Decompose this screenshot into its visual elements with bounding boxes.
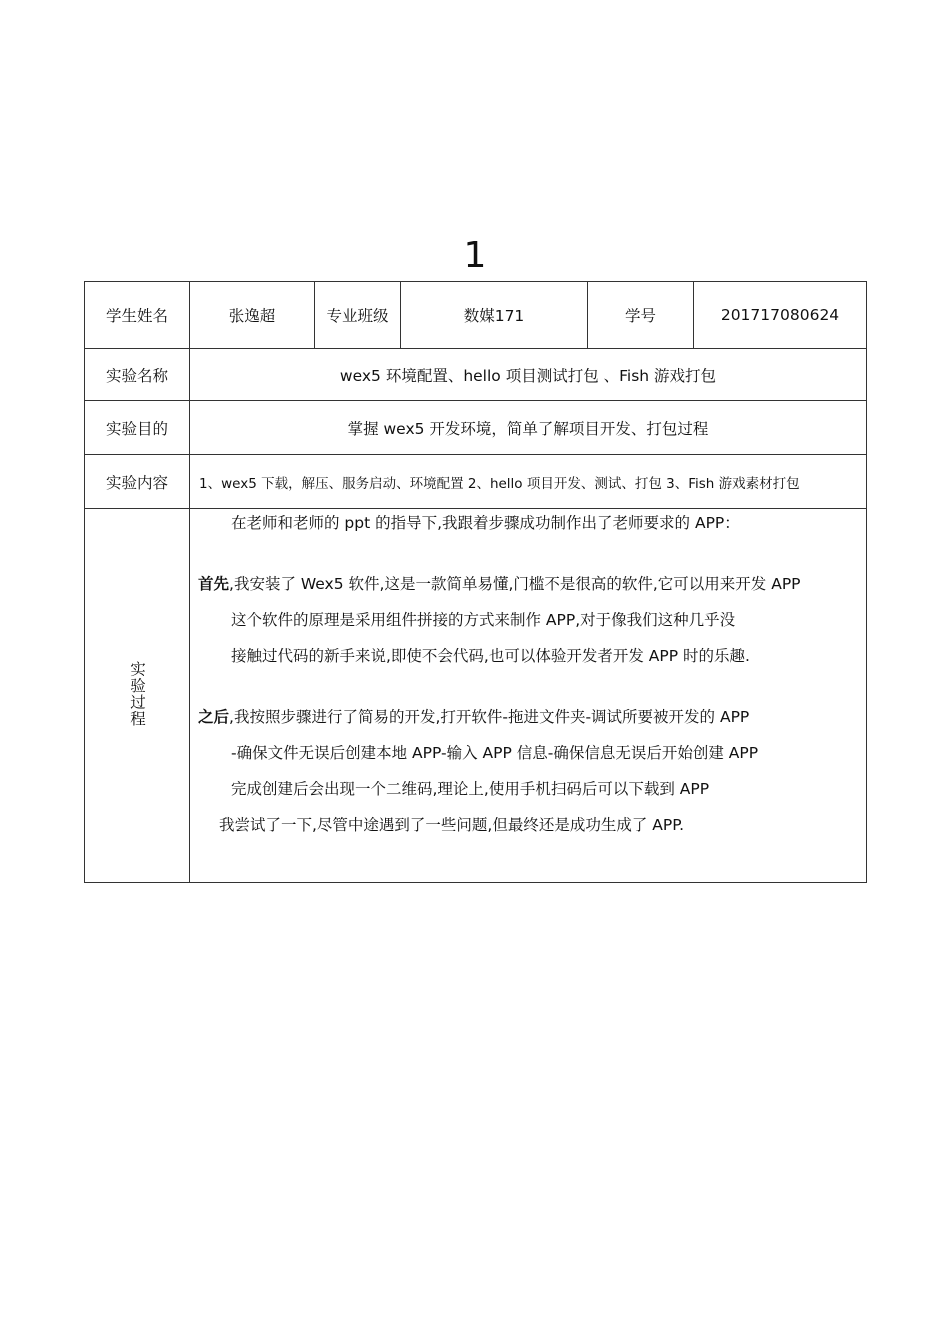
process-then-line2: -确保文件无误后创建本地 APP-输入 APP 信息-确保信息无误后开始创建 APP — [231, 744, 759, 762]
process-intro: 在老师和老师的 ppt 的指导下,我跟着步骤成功制作出了老师要求的 APP： — [231, 514, 740, 532]
process-first-line2: 这个软件的原理是采用组件拼接的方式来制作 APP,对于像我们这种几乎没 — [231, 611, 736, 629]
process-first-text: ,我安装了 Wex5 软件,这是一款简单易懂,门槛不是很高的软件,它可以用来开发 APP — [229, 575, 801, 593]
process-first-bold: 首先 — [198, 575, 230, 593]
student-id-value: 201717080624 — [694, 282, 867, 349]
student-name-label: 学生姓名 — [85, 282, 190, 349]
major-class-value: 数媒171 — [401, 282, 588, 349]
experiment-aim-row — [85, 401, 867, 455]
experiment-name-row — [85, 349, 867, 401]
experiment-content-label: 实验内容 — [85, 455, 190, 509]
experiment-content-value: 1、wex5 下载，解压、服务启动、环境配置 2、hello 项目开发、测试、打包 3、Fish 游戏素材打包 — [190, 455, 867, 509]
experiment-aim-value: 掌握 wex5 开发环境，简单了解项目开发、打包过程 — [190, 401, 867, 455]
process-first-line3: 接触过代码的新手来说,即使不会代码,也可以体验开发者开发 APP 时的乐趣. — [231, 647, 750, 665]
experiment-aim-label: 实验目的 — [85, 401, 190, 455]
experiment-process-label-cell — [85, 509, 190, 883]
student-info-row — [85, 282, 867, 349]
experiment-process-label: 实验过程 — [128, 660, 146, 727]
student-id-label: 学号 — [588, 282, 694, 349]
process-then-line1 — [198, 706, 749, 728]
page-number: 1 — [463, 235, 487, 276]
major-class-label: 专业班级 — [315, 282, 401, 349]
process-then-line3: 完成创建后会出现一个二维码,理论上,使用手机扫码后可以下载到 APP — [231, 780, 710, 798]
process-first-line1 — [198, 573, 801, 595]
experiment-process-body — [190, 509, 867, 883]
process-then-text: ,我按照步骤进行了简易的开发,打开软件-拖进文件夹-调试所要被开发的 APP — [229, 708, 750, 726]
student-name-value: 张逸超 — [190, 282, 315, 349]
experiment-process-row — [85, 509, 867, 883]
experiment-name-value: wex5 环境配置、hello 项目测试打包 、Fish 游戏打包 — [190, 349, 867, 401]
experiment-name-label: 实验名称 — [85, 349, 190, 401]
process-last-line: 我尝试了一下,尽管中途遇到了一些问题,但最终还是成功生成了 APP. — [219, 816, 685, 834]
process-then-bold: 之后 — [198, 708, 230, 726]
experiment-content-row — [85, 455, 867, 509]
experiment-report-table — [84, 281, 867, 883]
